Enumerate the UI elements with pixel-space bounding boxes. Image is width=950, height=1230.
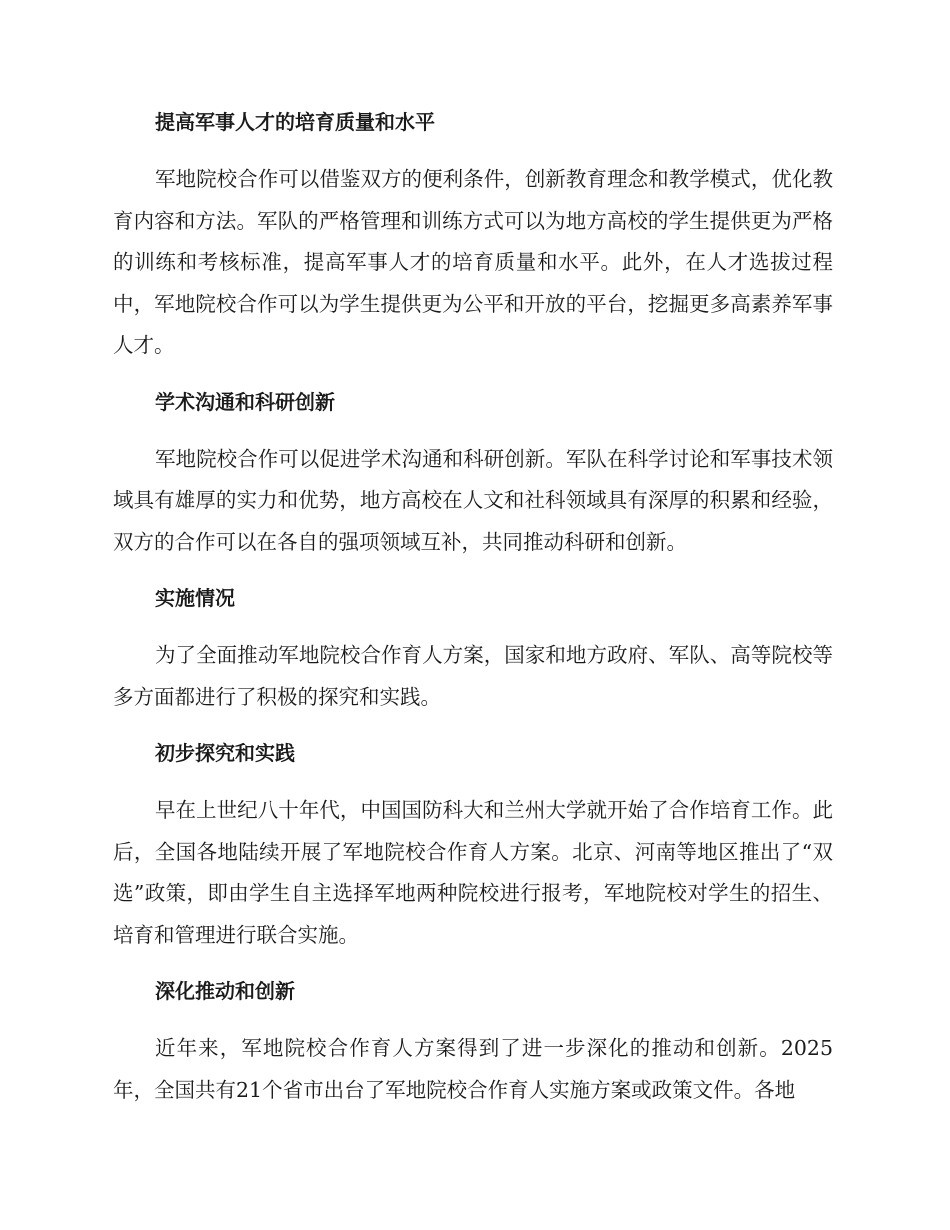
section-paragraph: 早在上世纪八十年代，中国国防科大和兰州大学就开始了合作培育工作。此后，全国各地陆续开展了军地院校合作育人方案。北京、河南等地区推出了“双选”政策，即由学生自主选择军地两种院校进行报考，军地院校对学生的招生、培育和管理进行联合实施。 <box>113 798 833 947</box>
section-heading: 初步探究和实践 <box>155 741 295 765</box>
section-heading: 学术沟通和科研创新 <box>155 389 335 414</box>
section-talent-quality <box>113 105 833 367</box>
section-paragraph: 为了全面推动军地院校合作育人方案，国家和地方政府、军队、高等院校等多方面都进行了积极的探究和实践。 <box>113 643 833 709</box>
section-paragraph: 近年来，军地院校合作育人方案得到了进一步深化的推动和创新。2025年，全国共有21个省市出台了军地院校合作育人实施方案或政策文件。各地 <box>113 1036 833 1102</box>
document-page <box>113 105 833 1129</box>
section-heading: 实施情况 <box>155 586 235 610</box>
section-heading: 深化推动和创新 <box>155 979 295 1003</box>
section-academic-research <box>113 385 833 564</box>
section-deepening-innovation <box>113 974 833 1111</box>
section-paragraph: 军地院校合作可以借鉴双方的便利条件，创新教育理念和教学模式，优化教育内容和方法。军队的严格管理和训练方式可以为地方高校的学生提供更为严格的训练和考核标准，提高军事人才的培育质量和水平。此外，在人才选拔过程中，军地院校合作可以为学生提供更为公平和开放的平台，挖掘更多高素养军事人才。 <box>113 167 833 357</box>
section-heading: 提高军事人才的培育质量和水平 <box>155 110 435 134</box>
section-initial-exploration <box>113 736 833 956</box>
section-paragraph: 军地院校合作可以促进学术沟通和科研创新。军队在科学讨论和军事技术领域具有雄厚的实力和优势，地方高校在人文和社科领域具有深厚的积累和经验，双方的合作可以在各自的强项领域互补，共同推动科研和创新。 <box>113 446 833 554</box>
section-implementation <box>113 581 833 718</box>
